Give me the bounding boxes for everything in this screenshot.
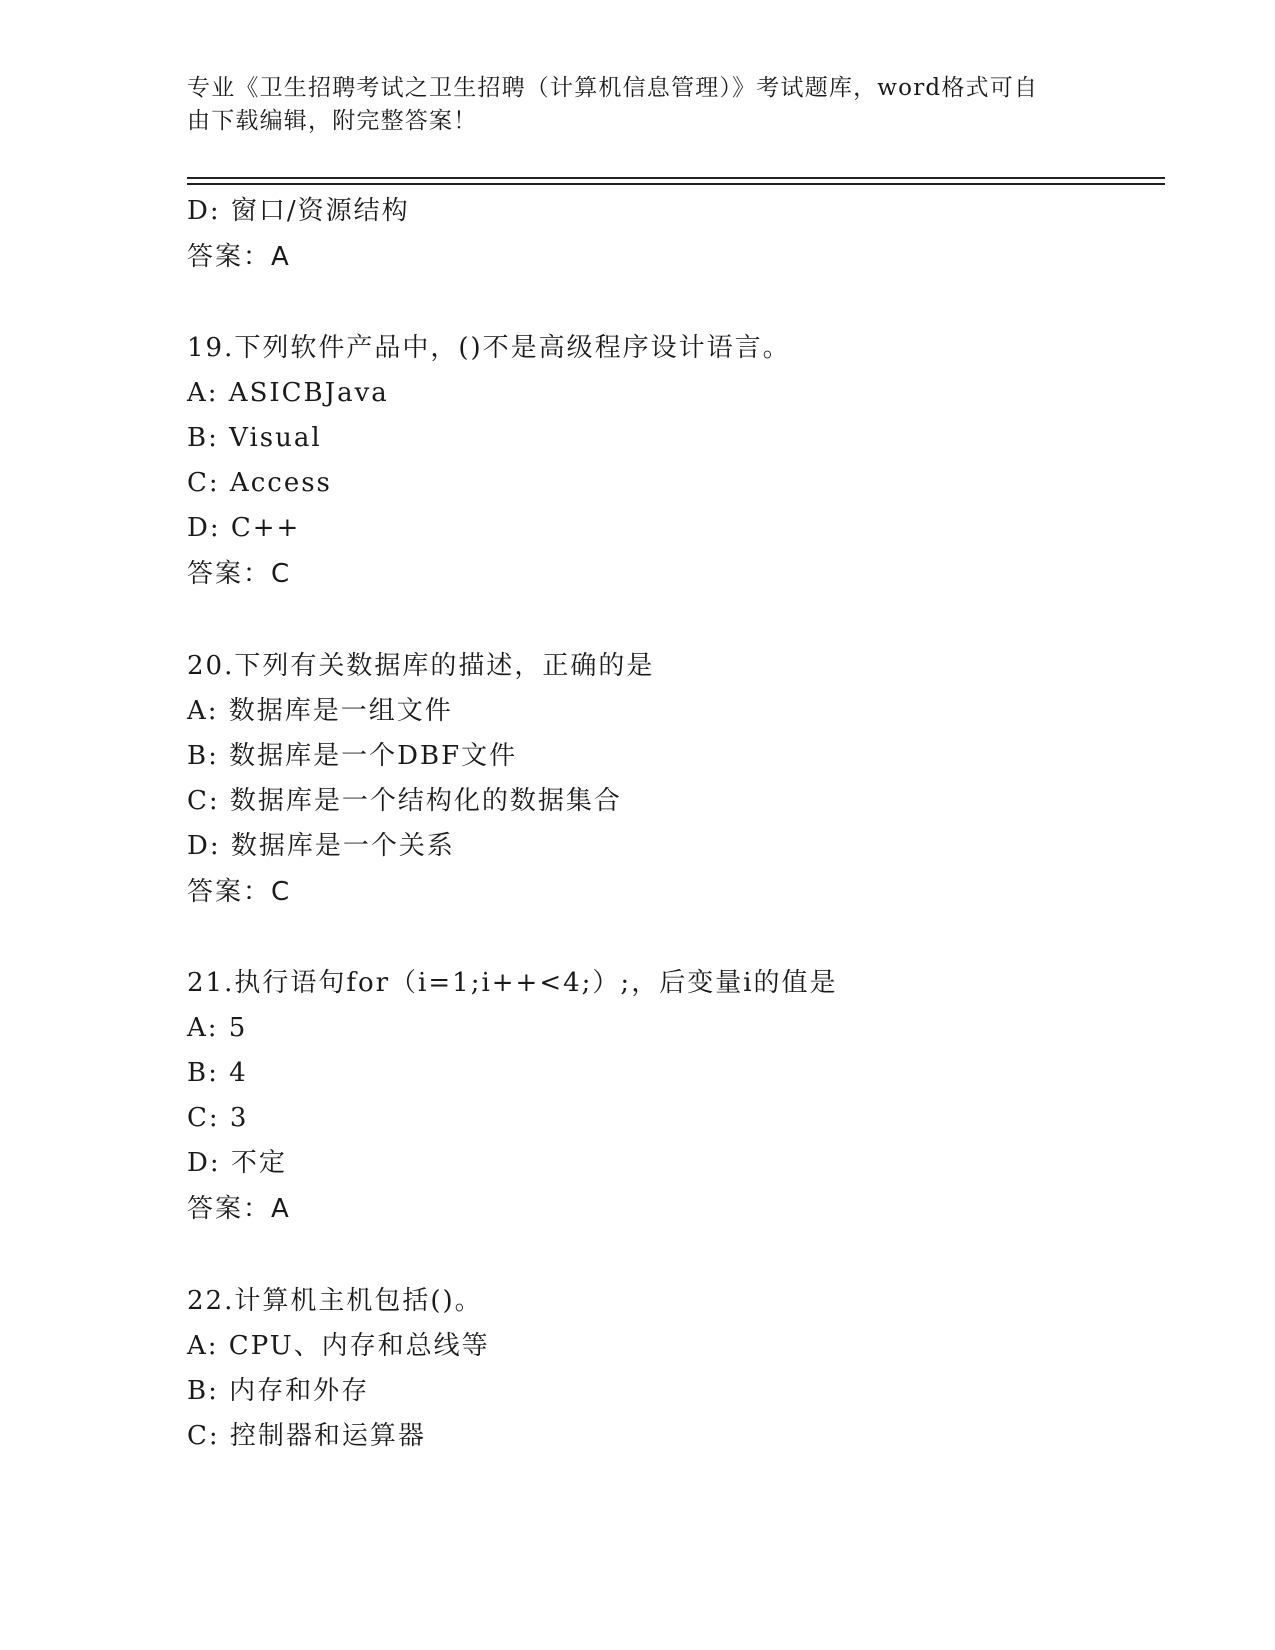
q20-opt-a: A: 数据库是一组文件 [187,696,453,726]
header-divider-top [187,177,1165,179]
q20-answer: 答案：C [187,877,292,907]
q21-opt-b: B: 4 [187,1058,248,1088]
q20-opt-b: B: 数据库是一个DBF文件 [187,741,518,771]
q22-opt-a: A: CPU、内存和总线等 [187,1331,490,1361]
q22-opt-b: B: 内存和外存 [187,1376,370,1406]
q18-answer: 答案：A [187,242,291,272]
header-line-2: 由下载编辑，附完整答案！ [187,108,478,134]
q21-opt-c: C: 3 [187,1103,249,1133]
q20-opt-c: C: 数据库是一个结构化的数据集合 [187,786,622,816]
q19-opt-d: D: C++ [187,513,301,543]
q21-question: 21.执行语句for（i=1;i++<4;）;，后变量i的值是 [187,968,838,998]
q20-question: 20.下列有关数据库的描述，正确的是 [187,651,655,681]
header-divider-bottom [187,183,1165,185]
q19-opt-b: B: Visual [187,423,322,453]
q22-opt-c: C: 控制器和运算器 [187,1421,426,1451]
q18-opt-d: D: 窗口/资源结构 [187,196,410,226]
q22-question: 22.计算机主机包括()。 [187,1286,483,1316]
q19-opt-a: A: ASICBJava [187,378,389,408]
q21-answer: 答案：A [187,1194,291,1224]
q20-opt-d: D: 数据库是一个关系 [187,831,455,861]
q19-answer: 答案：C [187,559,292,589]
document-header [187,72,1087,138]
q21-opt-d: D: 不定 [187,1148,287,1178]
header-line-1: 专业《卫生招聘考试之卫生招聘（计算机信息管理）》考试题库，word格式可自 [187,75,1039,101]
q19-opt-c: C: Access [187,468,332,498]
q19-question: 19.下列软件产品中，()不是高级程序设计语言。 [187,333,791,363]
q21-opt-a: A: 5 [187,1013,248,1043]
